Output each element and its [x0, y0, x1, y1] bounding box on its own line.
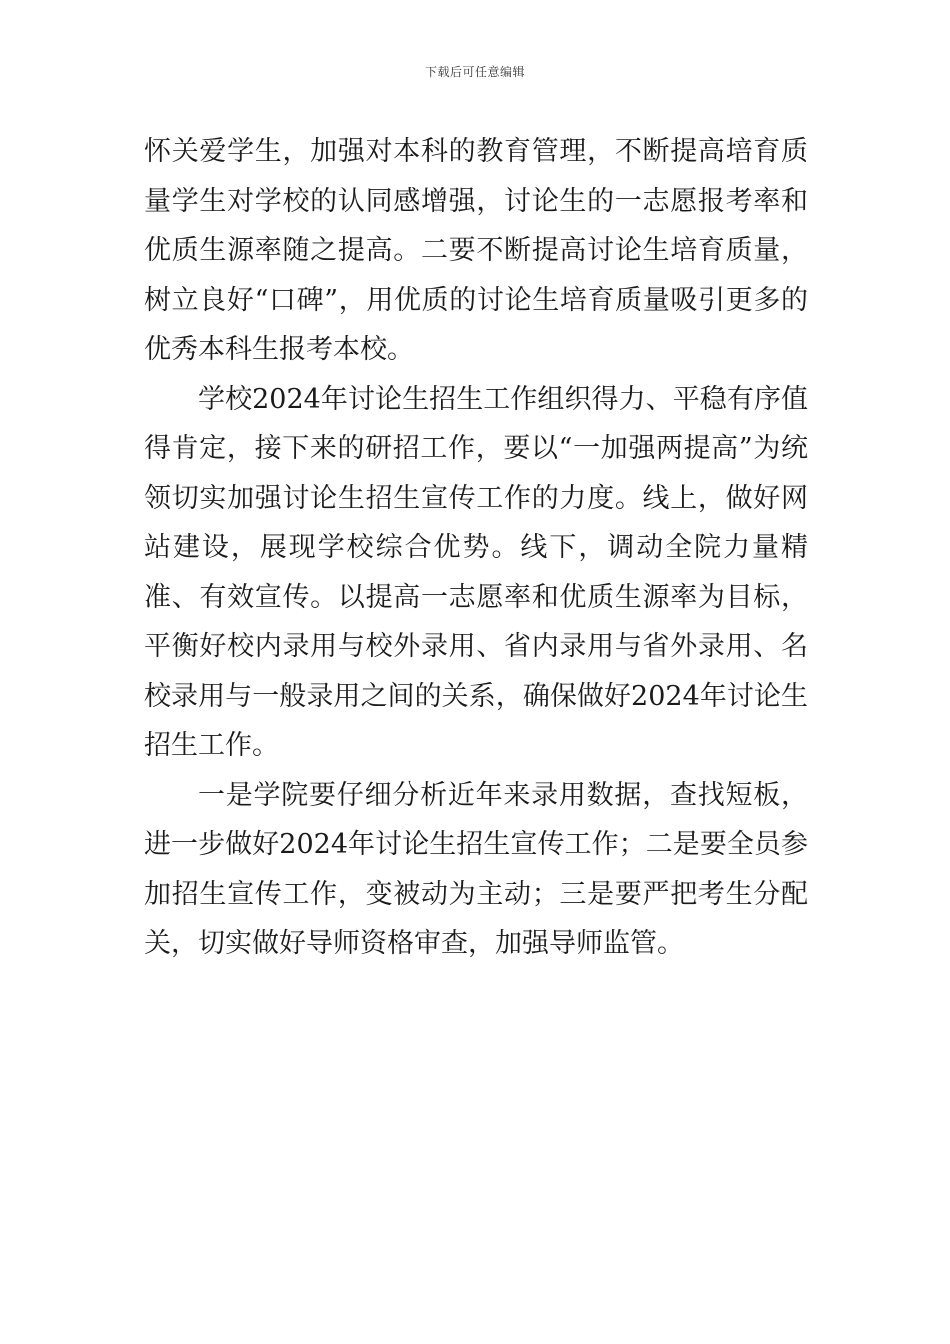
paragraph-1: 怀关爱学生，加强对本科的教育管理，不断提高培育质量学生对学校的认同感增强，讨论生的一志愿报考率和优质生源率随之提高。二要不断提高讨论生培育质量，树立良好“口碑”，用优质的讨论生培育质量吸引更多的优秀本科生报考本校。	[144, 136, 808, 365]
document-body	[144, 127, 808, 969]
header-note: 下载后可任意编辑	[424, 65, 525, 79]
paragraph-2: 学校2024年讨论生招生工作组织得力、平稳有序值得肯定，接下来的研招工作，要以“一加强两提高”为统领切实加强讨论生招生宣传工作的力度。线上，做好网站建设，展现学校综合优势。线下，调动全院力量精准、有效宣传。以提高一志愿率和优质生源率为目标，平衡好校内录用与校外录用、省内录用与省外录用、名校录用与一般录用之间的关系，确保做好2024年讨论生招生工作。	[144, 383, 808, 761]
paragraph-3: 一是学院要仔细分析近年来录用数据，查找短板，进一步做好2024年讨论生招生宣传工作；二是要全员参加招生宣传工作，变被动为主动；三是要严把考生分配关，切实做好导师资格审查，加强导师监管。	[144, 779, 808, 959]
